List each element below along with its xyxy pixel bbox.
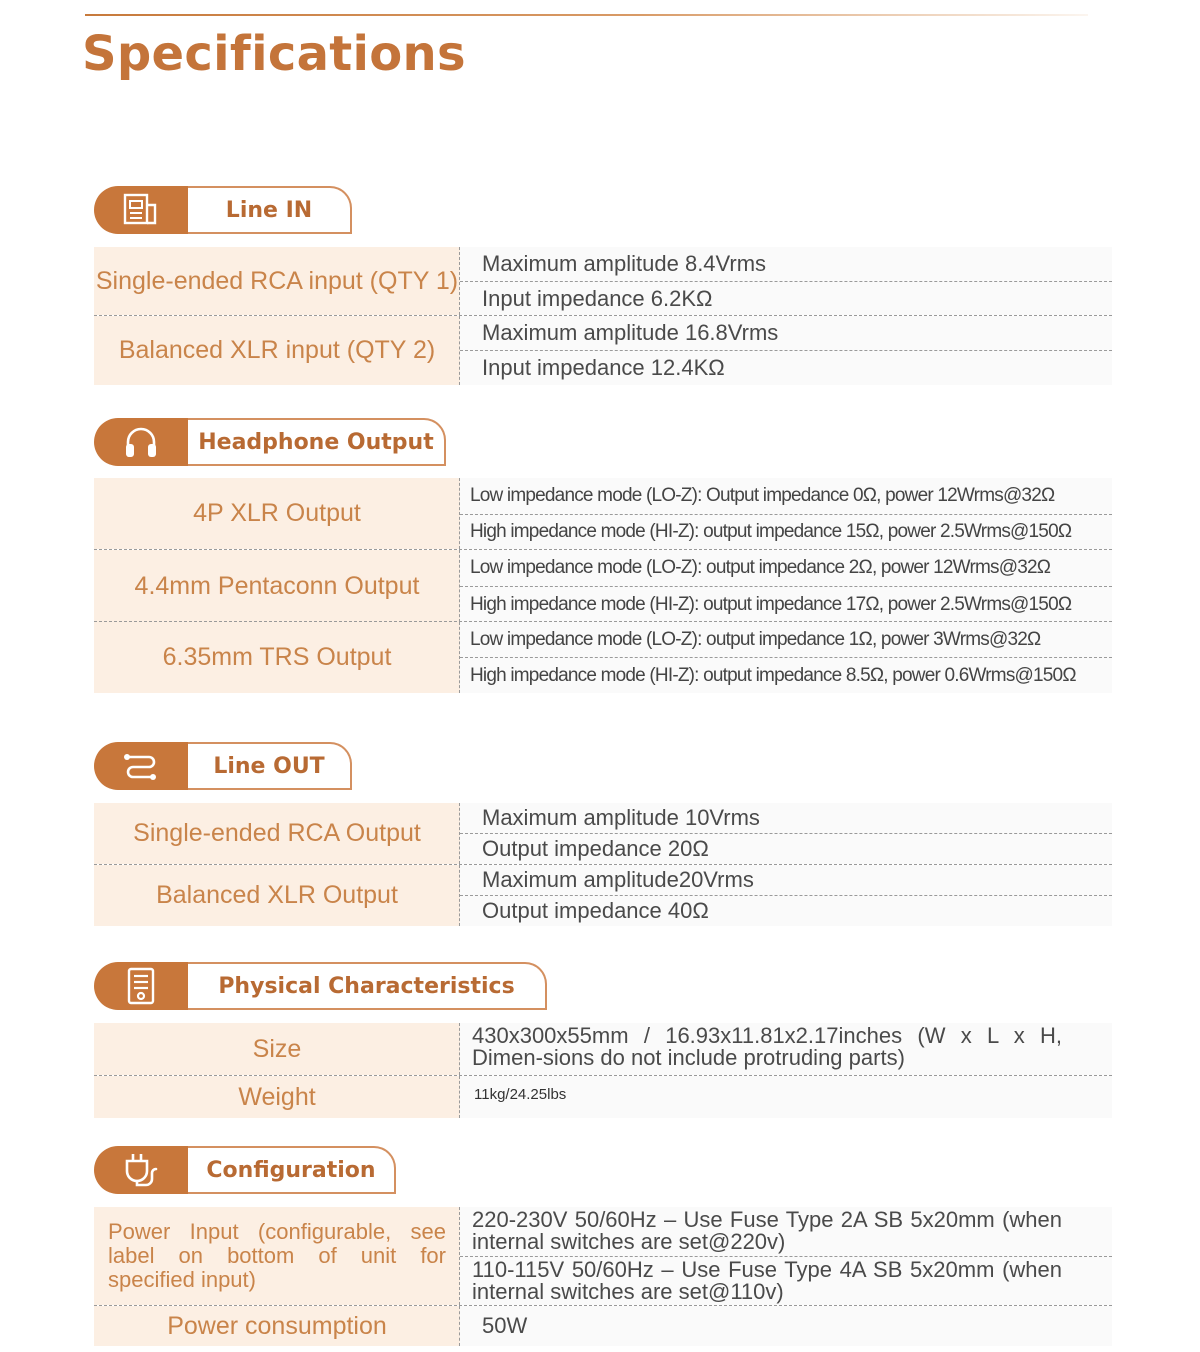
- table-row: [94, 478, 1112, 549]
- table-row: [94, 803, 1112, 864]
- row-label: Single-ended RCA input (QTY 1): [94, 247, 460, 315]
- table-row: [94, 549, 1112, 622]
- row-label: 6.35mm TRS Output: [94, 622, 460, 693]
- table-row: [94, 1075, 1112, 1118]
- page-title: Specifications: [82, 26, 466, 82]
- row-value: High impedance mode (HI-Z): output impedance 17Ω, power 2.5Wrms@150Ω: [460, 586, 1112, 622]
- row-value: 50W: [482, 1313, 528, 1338]
- row-value: Maximum amplitude20Vrms: [482, 867, 754, 892]
- section-title-configuration: Configuration: [188, 1146, 396, 1194]
- row-label: Size: [94, 1023, 460, 1075]
- table-row: [94, 315, 1112, 385]
- row-label: 4P XLR Output: [94, 478, 460, 549]
- table-row: [94, 864, 1112, 926]
- row-value: High impedance mode (HI-Z): output impedance 8.5Ω, power 0.6Wrms@150Ω: [460, 657, 1112, 693]
- row-label: Balanced XLR input (QTY 2): [94, 316, 460, 385]
- table-row: [94, 1207, 1112, 1305]
- row-label: Power Input (configurable, see label on bottom of unit for specified input): [94, 1207, 460, 1305]
- row-label: Weight: [94, 1076, 460, 1118]
- row-value: Output impedance 40Ω: [460, 895, 1112, 926]
- row-value: 220-230V 50/60Hz – Use Fuse Type 2A SB 5x20mm (when internal switches are set@220v): [472, 1207, 1062, 1254]
- spec-table-configuration: [94, 1207, 1112, 1345]
- spec-table-line-in: [94, 247, 1112, 384]
- row-label: Power consumption: [94, 1306, 460, 1346]
- section-title-headphone-output: Headphone Output: [188, 418, 446, 466]
- row-value: 110-115V 50/60Hz – Use Fuse Type 4A SB 5x20mm (when internal switches are set@110v): [460, 1256, 1112, 1305]
- row-value: Low impedance mode (LO-Z): output impedance 2Ω, power 12Wrms@32Ω: [470, 557, 1051, 578]
- row-value: Input impedance 12.4KΩ: [460, 350, 1112, 385]
- table-row: [94, 247, 1112, 315]
- row-value: Maximum amplitude 10Vrms: [482, 805, 760, 830]
- device-icon: [94, 962, 188, 1010]
- table-row: [94, 1023, 1112, 1075]
- table-row: [94, 621, 1112, 693]
- row-value: Low impedance mode (LO-Z): Output impedance 0Ω, power 12Wrms@32Ω: [470, 485, 1055, 506]
- row-value: Maximum amplitude 16.8Vrms: [482, 320, 779, 345]
- row-label: Single-ended RCA Output: [94, 803, 460, 864]
- row-value: Low impedance mode (LO-Z): output impedance 1Ω, power 3Wrms@32Ω: [470, 628, 1041, 650]
- row-value: High impedance mode (HI-Z): output impedance 15Ω, power 2.5Wrms@150Ω: [460, 514, 1112, 549]
- cable-icon: [94, 742, 188, 790]
- row-value: Output impedance 20Ω: [460, 833, 1112, 864]
- row-label: Balanced XLR Output: [94, 865, 460, 926]
- top-divider: [85, 14, 1088, 16]
- spec-table-headphone-output: [94, 478, 1112, 692]
- row-value: Input impedance 6.2KΩ: [460, 281, 1112, 315]
- row-value: 430x300x55mm / 16.93x11.81x2.17inches (W x L x H, Dimen-sions do not include protruding parts): [472, 1023, 1062, 1070]
- section-title-physical-characteristics: Physical Characteristics: [188, 962, 547, 1010]
- headphones-icon: [94, 418, 188, 466]
- spec-table-line-out: [94, 803, 1112, 925]
- document-icon: [94, 186, 188, 234]
- row-value: Maximum amplitude 8.4Vrms: [482, 251, 767, 276]
- spec-table-physical-characteristics: [94, 1023, 1112, 1117]
- section-title-line-in: Line IN: [188, 186, 352, 234]
- table-row: [94, 1305, 1112, 1346]
- section-title-line-out: Line OUT: [188, 742, 352, 790]
- row-label: 4.4mm Pentaconn Output: [94, 550, 460, 622]
- row-value: 11kg/24.25lbs: [474, 1086, 567, 1103]
- plug-icon: [94, 1146, 188, 1194]
